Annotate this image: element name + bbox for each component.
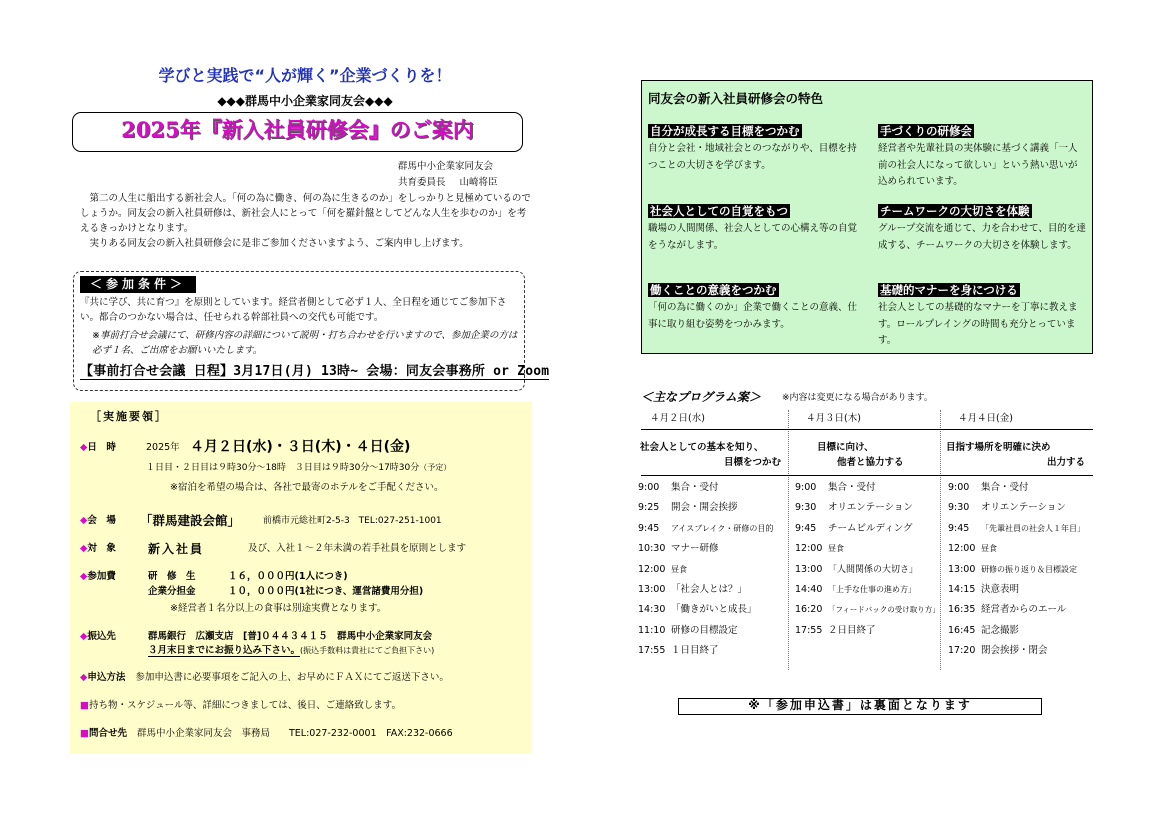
schedule-row bbox=[795, 560, 940, 580]
diamond-bullet-icon: ◆ bbox=[80, 515, 88, 526]
page-title: 2025年『新入社員研修会』のご案内 bbox=[121, 117, 474, 142]
conditions-text: 『共に学び、共に育つ』を原則としています。経営者側として必ず１人、全日程を通じてご参加下さい。都合のつかない場合は、任せられる幹部社員への交代も可能です。 bbox=[80, 297, 507, 323]
schedule-time: 9:45 bbox=[948, 522, 970, 534]
schedule-item: 昼食 bbox=[671, 564, 687, 574]
feature-item bbox=[648, 279, 863, 333]
venue-address: 前橋市元総社町2-5-3 TEL:027-251-1001 bbox=[263, 516, 442, 526]
schedule-row bbox=[638, 539, 773, 559]
date-row bbox=[80, 441, 116, 455]
schedule-item: 「社会人とは？」 bbox=[671, 584, 748, 596]
schedule-row bbox=[638, 478, 773, 498]
feature-heading: 社会人としての自覚をもつ bbox=[650, 204, 788, 218]
schedule-row bbox=[795, 519, 940, 539]
schedule-time: 9:45 bbox=[638, 522, 660, 534]
schedule-row bbox=[638, 621, 773, 641]
schedule-item: 「上手な仕事の進め方」 bbox=[828, 585, 916, 595]
program-heading: ＜主なプログラム案＞ bbox=[641, 390, 761, 404]
schedule-item: 記念撮影 bbox=[981, 624, 1020, 636]
schedule-row bbox=[638, 560, 773, 580]
feature-heading: 自分が成長する目標をつかむ bbox=[650, 124, 800, 138]
objective-line: 社会人としての基本を知り、 bbox=[640, 442, 764, 453]
schedule-row bbox=[795, 478, 940, 498]
schedule-row bbox=[795, 539, 940, 559]
day-2-date: ４月３日(木) bbox=[806, 413, 861, 424]
apply-text: 参加申込書に必要事項をご記入の上、お早めにＦＡＸにてご返送下さい。 bbox=[135, 672, 449, 683]
fee-row bbox=[80, 570, 116, 584]
day-2-schedule bbox=[795, 478, 940, 641]
schedule-item: アイスブレイク・研修の目的 bbox=[671, 523, 774, 533]
feature-item bbox=[878, 200, 1086, 254]
schedule-time: 13:00 bbox=[948, 563, 976, 575]
schedule-time: 9:30 bbox=[948, 502, 970, 514]
schedule-row bbox=[948, 560, 1085, 580]
feature-body: 経営者や先輩社員の実体験に基づく講義「一人前の社会人になって欲しい」という熱い思いが込められています。 bbox=[878, 143, 1078, 187]
apply-row bbox=[80, 671, 449, 685]
day-1-schedule bbox=[638, 478, 773, 662]
day-1-objective bbox=[640, 440, 785, 470]
conditions-note: ※事前打合せ会議にて、研修内容の詳細について説明・打ち合わせを行いますので、参加企業の方は必ず１名、ご出席をお願いいたします。 bbox=[92, 330, 518, 356]
program-top-rule bbox=[641, 429, 1093, 430]
program-objective-rule bbox=[641, 475, 1093, 476]
schedule-row bbox=[948, 621, 1085, 641]
column-divider bbox=[940, 410, 941, 670]
objective-line: 目標をつかむ bbox=[723, 457, 781, 468]
schedule-row bbox=[795, 498, 940, 518]
target-row bbox=[80, 542, 116, 556]
intro-text bbox=[80, 191, 532, 251]
objective-line: 出力する bbox=[1046, 457, 1085, 468]
target-rest: 及び、入社１～２年未満の若手社員を原則とします bbox=[248, 543, 467, 554]
column-divider bbox=[788, 410, 789, 670]
schedule-item: 集合・受付 bbox=[828, 482, 876, 493]
year: 2025年 bbox=[146, 442, 180, 453]
venue-label: 会 場 bbox=[87, 515, 116, 526]
transfer-deadline: ３月末日までにお振り込み下さい。 bbox=[148, 645, 301, 656]
schedule-row bbox=[948, 539, 1085, 559]
schedule-row bbox=[795, 580, 940, 600]
schedule-row bbox=[948, 580, 1085, 600]
feature-body: グループ交流を通じて、力を合わせて、目的を達成する、チームワークの大切さを体験します。 bbox=[878, 223, 1086, 251]
feature-item bbox=[878, 279, 1086, 350]
diamond-bullet-icon: ◆ bbox=[80, 672, 88, 683]
schedule-time: 12:00 bbox=[638, 563, 666, 575]
implementation-heading: ［実施要領］ bbox=[90, 410, 168, 423]
lodging-note: ※宿泊を希望の場合は、各社で最寄のホテルをご手配ください。 bbox=[170, 482, 444, 493]
schedule-item: ２日目終了 bbox=[828, 624, 876, 636]
event-dates: ４月２日(水)・３日(木)・４日(金) bbox=[190, 439, 411, 455]
schedule-row bbox=[948, 478, 1085, 498]
venue-name: 「群馬建設会館」 bbox=[140, 513, 241, 528]
schedule-row bbox=[948, 600, 1085, 620]
square-bullet-icon: ■ bbox=[80, 728, 89, 739]
conditions-heading: ＜参加条件＞ bbox=[80, 276, 196, 293]
contact-label: 問合せ先 bbox=[88, 728, 127, 739]
transfer-note: (振込手数料は貴社にてご負担下さい) bbox=[300, 646, 435, 655]
schedule-time: 17:20 bbox=[948, 645, 976, 657]
feature-heading: 働くことの意義をつかむ bbox=[650, 283, 777, 297]
transfer-deadline-row bbox=[148, 644, 434, 658]
feature-item bbox=[878, 120, 1086, 191]
times-note: （予定） bbox=[419, 463, 452, 472]
schedule-time: 11:10 bbox=[638, 624, 666, 636]
schedule-time: 9:30 bbox=[795, 502, 817, 514]
schedule-item: 昼食 bbox=[828, 544, 844, 554]
schedule-time: 10:30 bbox=[638, 543, 666, 555]
schedule-item: 開会・開会挨拶 bbox=[671, 502, 738, 514]
fee-note: ※経営者１名分以上の食事は別途実費となります。 bbox=[170, 603, 387, 614]
schedule-time: 16:20 bbox=[795, 604, 823, 616]
diamond-bullet-icon: ◆ bbox=[80, 571, 88, 582]
feature-body: 「何の為に働くのか」企業で働くことの意義、仕事に取り組む姿勢をつかみます。 bbox=[648, 302, 858, 330]
organization-header: ◆◆◆群馬中小企業家同友会◆◆◆ bbox=[217, 94, 393, 108]
apply-label: 申込方法 bbox=[87, 672, 126, 683]
items-text: 持ち物・スケジュール等、詳細につきましては、後日、ご連絡致します。 bbox=[88, 700, 401, 711]
schedule-item: オリエンテーション bbox=[981, 502, 1066, 514]
fee-company-label: 企業分担金 bbox=[148, 586, 196, 597]
day-1-date: ４月２日(水) bbox=[650, 413, 705, 424]
schedule-time: 14:40 bbox=[795, 584, 823, 596]
fee-trainee: １６，０００円(1人につき) bbox=[228, 571, 348, 582]
schedule-time: 12:00 bbox=[795, 543, 823, 555]
features-title: 同友会の新入社員研修会の特色 bbox=[648, 91, 824, 106]
schedule-row bbox=[638, 641, 773, 661]
schedule-row bbox=[948, 641, 1085, 661]
feature-item bbox=[648, 200, 863, 254]
schedule-time: 9:25 bbox=[638, 502, 660, 514]
event-times bbox=[146, 461, 451, 475]
schedule-item: チームビルディング bbox=[828, 522, 913, 534]
schedule-time: 16:45 bbox=[948, 624, 976, 636]
schedule-row bbox=[638, 519, 773, 539]
transfer-label: 振込先 bbox=[87, 631, 116, 642]
transfer-bank: 群馬銀行 広瀬支店 [普]０４４３４１５ 群馬中小企業家同友会 bbox=[148, 631, 433, 642]
objective-line: 目標に向け、 bbox=[817, 442, 874, 453]
schedule-row bbox=[638, 580, 773, 600]
feature-heading: 基礎的マナーを身につける bbox=[880, 283, 1018, 297]
schedule-time: 13:00 bbox=[638, 584, 666, 596]
schedule-item: 決意表明 bbox=[981, 584, 1020, 596]
schedule-item: 集合・受付 bbox=[671, 482, 719, 493]
schedule-time: 16:35 bbox=[948, 604, 976, 616]
objective-line: 他者と協力する bbox=[837, 457, 904, 468]
pre-meeting-date: 3月17日(月) 13時~ 会場：同友会事務所 or Zoom bbox=[233, 364, 550, 379]
schedule-time: 13:00 bbox=[795, 563, 823, 575]
schedule-time: 17:55 bbox=[638, 645, 666, 657]
diamond-bullet-icon: ◆ bbox=[80, 631, 88, 642]
venue-row bbox=[80, 514, 116, 528]
diamond-bullet-icon: ◆ bbox=[80, 442, 88, 453]
intro-paragraph-1: 第二の人生に船出する新社会人。「何の為に働き、何の為に生きるのか」をしっかりと見極めているのでしょうか。同友会の新入社員研修は、新社会人にとって「何を羅針盤としてどんな人生を歩むのか」を考えるきっかけとなります。 bbox=[80, 193, 531, 234]
fee-trainee-label: 研 修 生 bbox=[148, 571, 196, 582]
schedule-item: 集合・受付 bbox=[981, 482, 1029, 493]
schedule-item: 経営者からのエール bbox=[981, 604, 1067, 616]
schedule-row bbox=[795, 621, 940, 641]
schedule-time: 12:00 bbox=[948, 543, 976, 555]
schedule-time: 9:00 bbox=[795, 482, 817, 493]
sender-role: 共育委員長 bbox=[398, 177, 446, 188]
schedule-row bbox=[638, 600, 773, 620]
schedule-row bbox=[948, 498, 1085, 518]
schedule-time: 9:45 bbox=[795, 522, 817, 534]
sender-signature bbox=[398, 174, 498, 188]
day-3-schedule bbox=[948, 478, 1085, 662]
schedule-item: オリエンテーション bbox=[828, 502, 913, 514]
day-3-objective bbox=[946, 440, 1091, 470]
day-3-date: ４月４日(金) bbox=[958, 413, 1013, 424]
day-2-objective bbox=[795, 440, 935, 470]
feature-body: 社会人としての基礎的なマナーを丁寧に教えます。ロールプレイングの時間も充分とっています。 bbox=[878, 302, 1078, 346]
schedule-time: 14:15 bbox=[948, 584, 976, 596]
schedule-item: 昼食 bbox=[981, 544, 997, 554]
schedule-item: 「働きがいと成長」 bbox=[671, 604, 757, 616]
schedule-row bbox=[638, 498, 773, 518]
footer-note: ※「参加申込書」は裏面となります bbox=[748, 698, 972, 712]
feature-heading: チームワークの大切さを体験 bbox=[880, 204, 1030, 218]
schedule-item: 閉会挨拶・閉会 bbox=[981, 645, 1048, 657]
diamond-bullet-icon: ◆ bbox=[80, 543, 88, 554]
square-bullet-icon: ■ bbox=[80, 700, 89, 711]
schedule-item: 研修の振り返り＆目標設定 bbox=[981, 564, 1077, 574]
tagline: 学びと実践で“人が輝く”企業づくりを！ bbox=[158, 66, 452, 85]
feature-item bbox=[648, 120, 863, 174]
objective-line: 目指す場所を明確に決め bbox=[946, 442, 1051, 453]
transfer-row bbox=[80, 630, 116, 644]
schedule-item: １日目終了 bbox=[671, 645, 719, 657]
intro-paragraph-2: 実りある同友会の新入社員研修会に是非ご参加くださいますよう、ご案内申し上げます。 bbox=[89, 238, 469, 249]
feature-heading: 手づくりの研修会 bbox=[880, 124, 972, 138]
schedule-time: 17:55 bbox=[795, 624, 823, 636]
program-note: ※内容は変更になる場合があります。 bbox=[782, 393, 933, 403]
fee-label: 参加費 bbox=[87, 571, 116, 582]
schedule-time: 14:30 bbox=[638, 604, 666, 616]
schedule-item: 研修の目標設定 bbox=[671, 624, 738, 636]
feature-body: 自分と会社・地域社会とのつながりや、目標を持つことの大切さを学びます。 bbox=[648, 143, 857, 171]
date-label: 日 時 bbox=[87, 442, 116, 453]
schedule-row bbox=[948, 519, 1085, 539]
times-text: １日目・２日目は９時30分～18時 ３日目は９時30分～17時30分 bbox=[146, 463, 420, 473]
items-row bbox=[80, 699, 401, 713]
schedule-time: 9:00 bbox=[638, 482, 660, 493]
sender-organization: 群馬中小企業家同友会 bbox=[398, 161, 494, 172]
feature-body: 職場の人間関係、社会人としての心構え等の自覚をうながします。 bbox=[648, 223, 858, 251]
pre-meeting-schedule bbox=[80, 363, 549, 381]
schedule-item: マナー研修 bbox=[671, 543, 719, 555]
sender-name: 山崎将臣 bbox=[459, 177, 498, 188]
schedule-item: 「人間関係の大切さ」 bbox=[828, 564, 919, 575]
schedule-item: 「先輩社員の社会人１年目」 bbox=[981, 523, 1085, 533]
fee-company: １０，０００円(1社につき、運営諸費用分担) bbox=[228, 586, 424, 597]
schedule-row bbox=[795, 600, 940, 620]
contact-text: 群馬中小企業家同友会 事務局 TEL:027-232-0001 FAX:232-0666 bbox=[137, 728, 453, 739]
target-label: 対 象 bbox=[87, 543, 116, 554]
schedule-item: 「フィードバックの受け取り方」 bbox=[828, 605, 940, 615]
schedule-time: 9:00 bbox=[948, 482, 970, 493]
target-main: 新入社員 bbox=[148, 542, 205, 556]
contact-row bbox=[80, 727, 453, 741]
pre-meeting-label: 【事前打合せ会議 日程】 bbox=[80, 364, 234, 379]
